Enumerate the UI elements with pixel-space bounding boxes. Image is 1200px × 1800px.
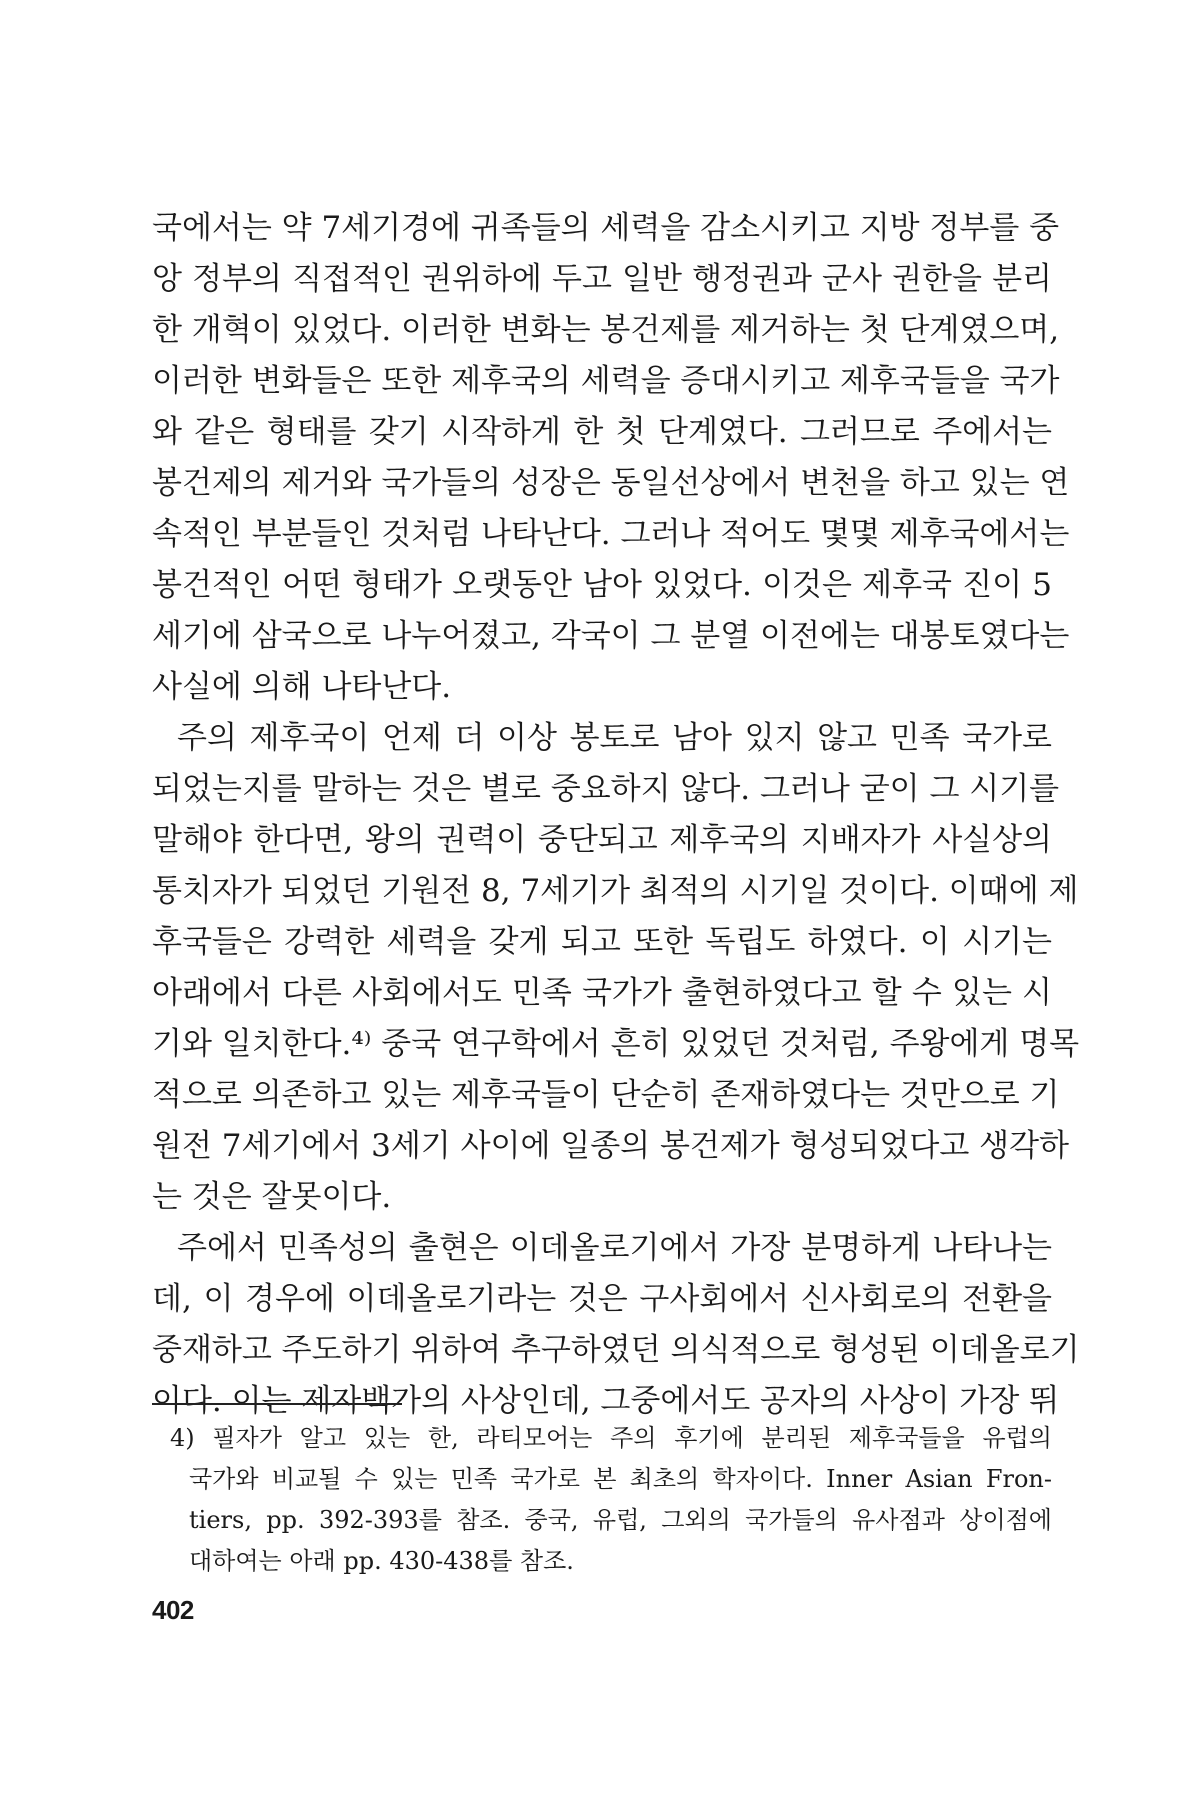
body-text-line: 원전 7세기에서 3세기 사이에 일종의 봉건제가 형성되었다고 생각하: [152, 1128, 1069, 1164]
body-text-line: 기와 일치한다.⁴⁾ 중국 연구학에서 흔히 있었던 것처럼, 주왕에게 명목: [152, 1026, 1080, 1062]
body-text-line: 와 같은 형태를 갖기 시작하게 한 첫 단계였다. 그러므로 주에서는: [152, 414, 1052, 450]
body-text-line: 되었는지를 말하는 것은 별로 중요하지 않다. 그러나 굳이 그 시기를: [152, 771, 1060, 807]
body-text-line: 주에서 민족성의 출현은 이데올로기에서 가장 분명하게 나타나는: [177, 1230, 1052, 1266]
body-text-line: 는 것은 잘못이다.: [152, 1179, 392, 1215]
body-text-line: 데, 이 경우에 이데올로기라는 것은 구사회에서 신사회로의 전환을: [152, 1281, 1052, 1317]
body-text-line: 후국들은 강력한 세력을 갖게 되고 또한 독립도 하였다. 이 시기는: [152, 924, 1052, 960]
body-text-line: 사실에 의해 나타난다.: [152, 669, 452, 705]
body-text-line: 주의 제후국이 언제 더 이상 봉토로 남아 있지 않고 민족 국가로: [177, 720, 1052, 756]
body-text-line: 속적인 부분들인 것처럼 나타난다. 그러나 적어도 몇몇 제후국에서는: [152, 516, 1070, 552]
body-text-line: 세기에 삼국으로 나누어졌고, 각국이 그 분열 이전에는 대봉토였다는: [152, 618, 1070, 654]
page-number: 402: [152, 1595, 194, 1625]
body-text-line: 말해야 한다면, 왕의 권력이 중단되고 제후국의 지배자가 사실상의: [152, 822, 1052, 858]
body-text-line: 한 개혁이 있었다. 이러한 변화는 봉건제를 제거하는 첫 단계였으며,: [152, 312, 1060, 348]
body-text-line: 봉건제의 제거와 국가들의 성장은 동일선상에서 변천을 하고 있는 연: [152, 465, 1070, 501]
body-text-line: 적으로 의존하고 있는 제후국들이 단순히 존재하였다는 것만으로 기: [152, 1077, 1060, 1113]
footnote-line: 국가와 비교될 수 있는 민족 국가로 본 최초의 학자이다. Inner Asian Fron-: [189, 1465, 1052, 1493]
footnote-line: tiers, pp. 392-393를 참조. 중국, 유럽, 그외의 국가들의 유사점과 상이점에: [189, 1506, 1052, 1534]
footnote-line: 대하여는 아래 pp. 430-438를 참조.: [189, 1547, 574, 1575]
body-text-line: 중재하고 주도하기 위하여 추구하였던 의식적으로 형성된 이데올로기: [152, 1332, 1080, 1368]
body-text-line: 아래에서 다른 사회에서도 민족 국가가 출현하였다고 할 수 있는 시: [152, 975, 1052, 1011]
footnote-rule: [152, 1403, 402, 1405]
body-text-line: 국에서는 약 7세기경에 귀족들의 세력을 감소시키고 지방 정부를 중: [152, 210, 1060, 246]
body-text-line: 봉건적인 어떤 형태가 오랫동안 남아 있었다. 이것은 제후국 진이 5: [152, 567, 1052, 603]
footnote-line: 4) 필자가 알고 있는 한, 라티모어는 주의 후기에 분리된 제후국들을 유럽의: [170, 1424, 1052, 1452]
body-text-line: 앙 정부의 직접적인 권위하에 두고 일반 행정권과 군사 권한을 분리: [152, 261, 1052, 297]
body-text-line: 이다. 이는 제자백가의 사상인데, 그중에서도 공자의 사상이 가장 뛰: [152, 1383, 1060, 1419]
body-text-line: 통치자가 되었던 기원전 8, 7세기가 최적의 시기일 것이다. 이때에 제: [152, 873, 1079, 909]
body-text-line: 이러한 변화들은 또한 제후국의 세력을 증대시키고 제후국들을 국가: [152, 363, 1060, 399]
